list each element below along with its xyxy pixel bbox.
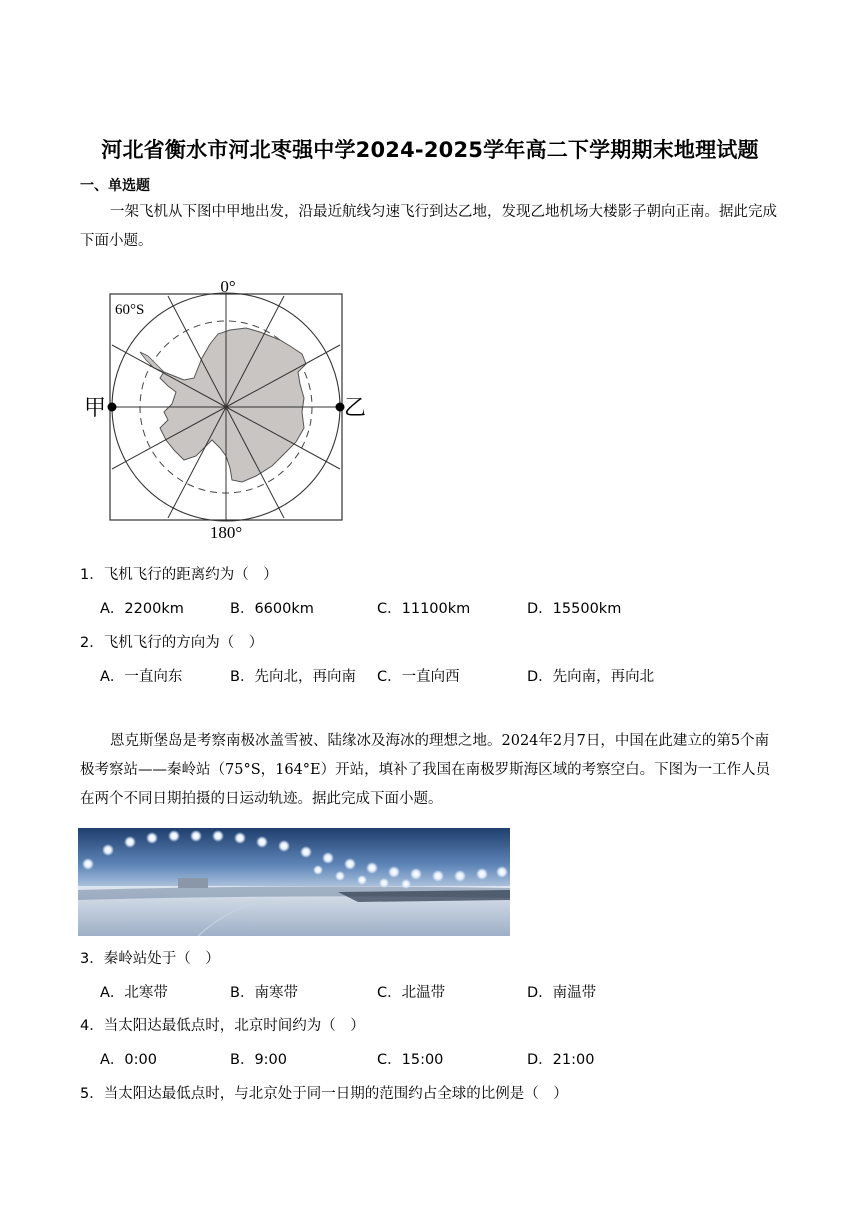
label-yi: 乙: [344, 396, 367, 421]
q4-option-c[interactable]: C．15:00: [377, 1052, 444, 1068]
question-3-stem: 3．秦岭站处于（ ）: [80, 951, 220, 967]
q2-option-d[interactable]: D．先向南，再向北: [527, 669, 655, 685]
station-buildings: [178, 878, 208, 888]
q4-option-b[interactable]: B．9:00: [230, 1052, 288, 1068]
q2-option-c[interactable]: C．一直向西: [377, 669, 460, 685]
question-5-stem: 5．当太阳达最低点时，与北京处于同一日期的范围约占全球的比例是（ ）: [80, 1086, 568, 1102]
intro-text-1: 一架飞机从下图中甲地出发，沿最近航线匀速飞行到达乙地，发现乙地机场大楼影子朝向正南。据此完成下面小题。: [80, 204, 777, 249]
intro-paragraph-1: [80, 198, 780, 256]
q3-option-c[interactable]: C．北温带: [377, 985, 446, 1001]
q1-option-a[interactable]: A．2200km: [100, 601, 184, 617]
antarctic-polar-map: [80, 272, 370, 542]
label-jia: 甲: [84, 396, 107, 421]
sun-trajectory-photo: [78, 828, 510, 936]
meridian-lines: [112, 294, 340, 520]
question-4-stem: 4．当太阳达最低点时，北京时间约为（ ）: [80, 1018, 365, 1034]
section-heading: 一、单选题: [80, 178, 150, 194]
q1-option-c[interactable]: C．11100km: [377, 601, 471, 617]
label-60s: 60°S: [115, 302, 145, 318]
q4-option-d[interactable]: D．21:00: [527, 1052, 595, 1068]
intro-text-2: 恩克斯堡岛是考察南极冰盖雪被、陆缘冰及海冰的理想之地。2024年2月7日，中国在此建立的第5个南极考察站——秦岭站（75°S，164°E）开站，填补了我国在南极罗斯海区域的考察空白。下图为一工作人员在两个不同日期拍摄的日运动轨迹。据此完成下面小题。: [80, 733, 771, 807]
intro-paragraph-2: [80, 727, 780, 814]
label-0-degree: 0°: [220, 277, 236, 296]
q4-option-a[interactable]: A．0:00: [100, 1052, 157, 1068]
label-180-degree: 180°: [209, 523, 243, 542]
q3-option-b[interactable]: B．南寒带: [230, 985, 298, 1001]
q1-option-d[interactable]: D．15500km: [527, 601, 622, 617]
page-title: 河北省衡水市河北枣强中学2024-2025学年高二下学期期末地理试题: [101, 138, 759, 162]
q3-option-a[interactable]: A．北寒带: [100, 985, 168, 1001]
q3-option-d[interactable]: D．南温带: [527, 985, 597, 1001]
q2-option-b[interactable]: B．先向北，再向南: [230, 669, 356, 685]
q2-option-a[interactable]: A．一直向东: [100, 669, 183, 685]
question-1-stem: 1．飞机飞行的距离约为（ ）: [80, 567, 278, 583]
q1-option-b[interactable]: B．6600km: [230, 601, 314, 617]
point-jia: [108, 403, 117, 412]
question-2-stem: 2．飞机飞行的方向为（ ）: [80, 635, 264, 651]
antarctica-landmass: [160, 328, 306, 482]
